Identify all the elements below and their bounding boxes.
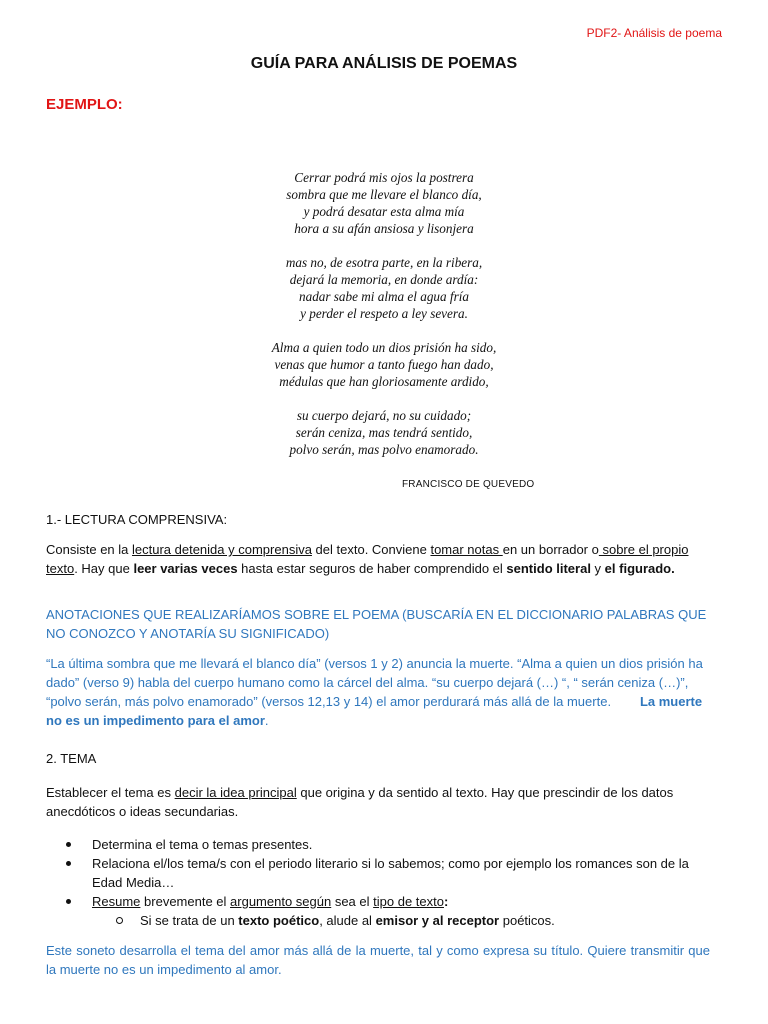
text-run: “La última sombra que me llevará el blanco día” (versos 1 y 2) anuncia la muerte. “Alma a quien un dios prisión ha dado” (verso 9) habla del cuerpo humano como la cárcel del alma. “su cuerpo dejará (…) “, “ serán ceniza (…)”, “polvo serán, más polvo enamorado” (versos 12,13 y 14) el amor perdurará más allá de la muerte. [46, 656, 703, 709]
poem-stanza [0, 254, 768, 322]
document-tag: PDF2- Análisis de poema [586, 26, 722, 40]
underlined-text: tomar notas [430, 542, 503, 557]
poem-verse: polvo serán, mas polvo enamorado. [289, 442, 479, 457]
poem-stanza [0, 407, 768, 458]
text-run: en un borrador o [502, 542, 599, 557]
text-run: del texto. Conviene [311, 542, 431, 557]
poem [0, 169, 768, 475]
bold-text: emisor y al receptor [375, 913, 500, 928]
poem-verse: nadar sabe mi alma el agua fría [299, 289, 469, 304]
underlined-text: Resume [92, 894, 141, 909]
text-run: Consiste en la [46, 542, 132, 557]
list-item: Relaciona el/los tema/s con el periodo literario si lo sabemos; como por ejemplo los romances son de la Edad Media… [46, 854, 716, 892]
bullet-circle-icon [116, 917, 123, 924]
bullet-dot-icon [66, 861, 71, 866]
sub-list-item: Si se trata de un texto poético, alude al emisor y al receptor poéticos. [46, 911, 716, 930]
bold-text: texto poético [238, 913, 320, 928]
underlined-text: sobre el propio texto [46, 542, 689, 576]
document-title: GUÍA PARA ANÁLISIS DE POEMAS [250, 55, 518, 72]
example-label: EJEMPLO: [46, 96, 123, 113]
annotations-heading: ANOTACIONES QUE REALIZARÍAMOS SOBRE EL POEMA (BUSCARÍA EN EL DICCIONARIO PALABRAS QUE NO CONOZCO Y ANOTARÍA SU SIGNIFICADO) [46, 607, 707, 641]
underlined-text: lectura detenida y comprensiva [132, 542, 312, 557]
underlined-text: argumento según [230, 894, 332, 909]
tema-paragraph [46, 783, 710, 821]
bold-text: : [443, 894, 449, 909]
tema-conclusion: Este soneto desarrolla el tema del amor más allá de la muerte, tal y como expresa su título. Quiere transmitir que la muerte no es un impedimento al amor. [46, 943, 710, 977]
annotations-paragraph: “La última sombra que me llevará el blanco día” (versos 1 y 2) anuncia la muerte. “Alma a quien un dios prisión ha dado” (verso 9) habla del cuerpo humano como la cárcel del alma. “su cuerpo dejará (…) “, “ serán ceniza (…)”, “polvo serán, más polvo enamorado” (versos 12,13 y 14) el amor perdurará más allá de la muerte. La muerte no es un impedimento para el amor. [46, 656, 703, 728]
poem-verse: sombra que me llevare el blanco día, [286, 187, 482, 202]
bold-text: el figurado. [601, 561, 675, 576]
poem-stanza [0, 339, 768, 390]
underlined-text: tipo de texto [373, 894, 444, 909]
bold-text: sentido literal [506, 561, 591, 576]
poem-verse: serán ceniza, mas tendrá sentido, [295, 425, 473, 440]
poem-verse: venas que humor a tanto fuego han dado, [274, 357, 494, 372]
tema-bullet-list [46, 835, 716, 930]
underlined-text: decir la idea principal [174, 785, 297, 800]
poem-stanza [0, 169, 768, 237]
text-run: y [590, 561, 602, 576]
poem-verse: su cuerpo dejará, no su cuidado; [296, 408, 472, 423]
bold-text: La muerte no es un impedimento para el amor [46, 694, 703, 728]
poem-verse: y podrá desatar esta alma mía [303, 204, 465, 219]
poem-verse: Cerrar podrá mis ojos la postrera [294, 170, 474, 185]
poem-verse: médulas que han gloriosamente ardido, [279, 374, 489, 389]
list-item: Determina el tema o temas presentes. [46, 835, 716, 854]
poem-verse: y perder el respeto a ley severa. [300, 306, 468, 321]
section-heading-lectura: 1.- LECTURA COMPRENSIVA: [46, 512, 228, 527]
bullet-dot-icon [66, 842, 71, 847]
poem-verse: Alma a quien todo un dios prisión ha sido, [271, 340, 497, 355]
text-run: que origina y da sentido al texto. Hay que prescindir de los datos anecdóticos o ideas secundarias. [46, 785, 674, 819]
bullet-dot-icon [66, 899, 71, 904]
poem-verse: dejará la memoria, en donde ardía: [289, 272, 479, 287]
text-run: hasta estar seguros de haber comprendido el [237, 561, 507, 576]
text-run: Establecer el tema es [46, 785, 175, 800]
poem-verse: hora a su afán ansiosa y lisonjera [294, 221, 474, 236]
text-run: . Hay que [74, 561, 134, 576]
bold-text: leer varias veces [133, 561, 238, 576]
section-heading-tema: 2. TEMA [46, 751, 97, 766]
lectura-paragraph [46, 540, 710, 578]
list-item: Resume brevemente el argumento según sea el tipo de texto: [46, 892, 716, 911]
poem-author: FRANCISCO DE QUEVEDO [402, 479, 535, 490]
poem-verse: mas no, de esotra parte, en la ribera, [285, 255, 483, 270]
